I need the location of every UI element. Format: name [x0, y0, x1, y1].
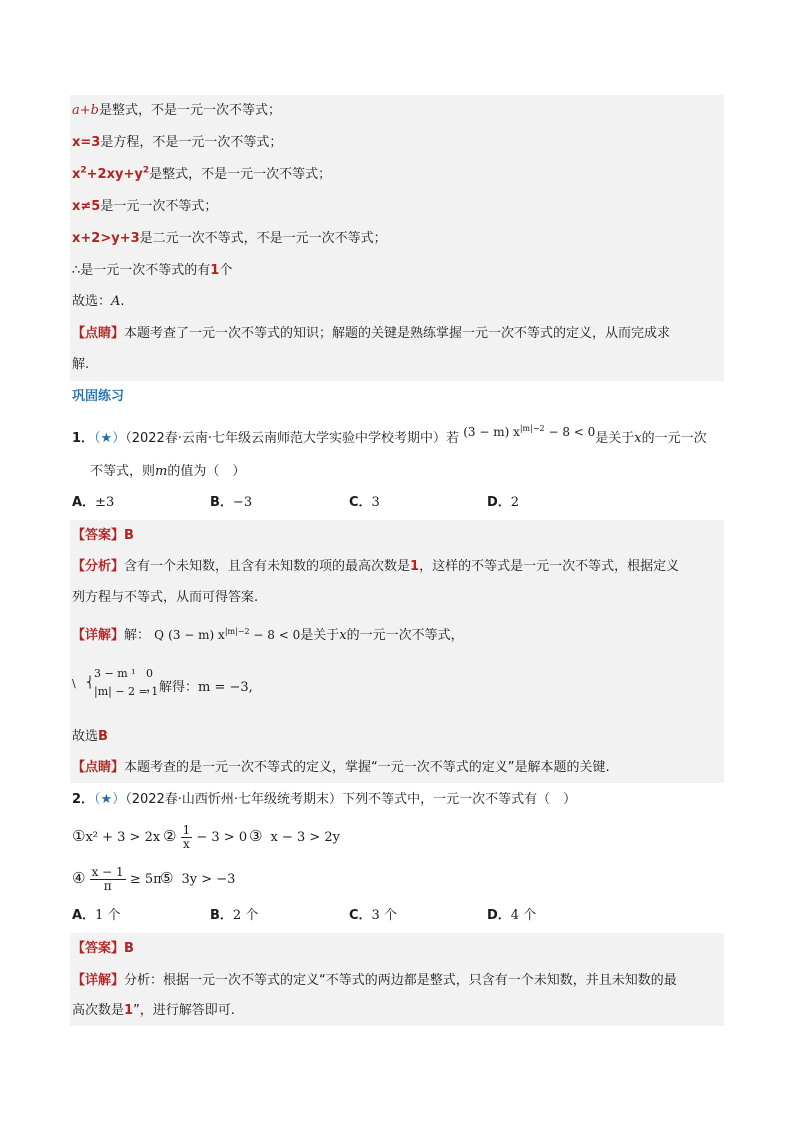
- question-text: 下列不等式中，一元一次不等式有（ ）: [342, 792, 577, 807]
- detail-text: 是关于: [300, 628, 340, 643]
- exponent: |m|−2: [519, 424, 545, 433]
- denominator: π: [103, 879, 112, 893]
- detail-text: 故选: [72, 729, 99, 744]
- option-label: D．: [487, 908, 511, 923]
- statement: 是一元一次不等式；: [100, 199, 218, 214]
- item-marker: ④: [72, 869, 86, 887]
- expression: x≠5: [72, 199, 101, 214]
- item-marker: ③: [249, 827, 263, 845]
- option-value: 4 个: [510, 908, 537, 923]
- question-2-line-1: [72, 789, 576, 811]
- question-1-line-2: [90, 461, 245, 483]
- fraction: [181, 824, 193, 851]
- item-marker: ①: [72, 827, 86, 845]
- option-value: 1 个: [95, 908, 121, 923]
- option-d[interactable]: [487, 905, 536, 927]
- choice: B: [98, 729, 108, 744]
- option-a[interactable]: [72, 492, 114, 514]
- q2-answer: [72, 938, 134, 960]
- q2-detail: [72, 970, 677, 992]
- solution-line-6: [72, 260, 232, 282]
- solution-line-1: [72, 100, 281, 122]
- detail-text: ，解得：: [146, 680, 199, 695]
- solution-line-5: [72, 228, 387, 250]
- q1-detail: [72, 624, 464, 646]
- answer-value: B: [124, 941, 134, 956]
- question-number: 2．: [72, 792, 95, 807]
- option-label: C．: [349, 495, 372, 510]
- remark-tag: 【点睛】: [72, 326, 125, 341]
- expression: − 8 < 0: [544, 425, 596, 439]
- option-b[interactable]: [210, 492, 252, 514]
- number: 1: [410, 559, 420, 574]
- inequality-5: [160, 867, 235, 889]
- solution-remark-cont: [72, 354, 89, 376]
- expression: x=3: [72, 135, 101, 150]
- count: 1: [210, 263, 220, 278]
- remark-text: 本题考查了一元一次不等式的知识；解题的关键是熟练掌握一元一次不等式的定义，从而完成求: [124, 326, 671, 341]
- therefore-symbol: \: [72, 677, 76, 690]
- q2-detail-cont: [72, 1000, 235, 1022]
- question-1-line-1: [72, 424, 707, 449]
- expression: 3y > −3: [181, 872, 236, 887]
- expression: +2xy+y: [86, 167, 143, 182]
- detail-tag: 【详解】: [72, 973, 125, 988]
- question-text: 不等式，则: [90, 464, 156, 479]
- expression: − 3 > 0: [192, 830, 248, 845]
- choice: A: [111, 294, 121, 309]
- variable: x: [634, 431, 642, 446]
- expression: x² + 3 > 2x: [85, 830, 161, 845]
- denominator: x: [183, 837, 190, 851]
- inequality-2: [163, 819, 247, 853]
- inequality-4: [72, 861, 162, 895]
- variable: x: [339, 628, 347, 643]
- statement: 是二元一次不等式，不是一元一次不等式；: [139, 231, 387, 246]
- exponent: 2: [142, 165, 150, 176]
- expression: ≥ 5π: [125, 872, 162, 887]
- option-value: 2 个: [232, 908, 259, 923]
- option-c[interactable]: [349, 492, 380, 514]
- numerator: x − 1: [91, 865, 124, 879]
- option-label: A．: [72, 495, 96, 510]
- option-a[interactable]: [72, 905, 120, 927]
- statement: .: [120, 294, 125, 309]
- question-text: 的一元一次: [641, 431, 707, 446]
- system-row: |m| − 2 = 1: [94, 685, 159, 698]
- remark-tag: 【点睛】: [72, 760, 125, 775]
- answer-tag: 【答案】: [72, 941, 125, 956]
- analysis-tag: 【分析】: [72, 559, 125, 574]
- expression: x: [72, 167, 81, 182]
- exponent: |m|−2: [224, 627, 250, 636]
- statement: 故选：: [72, 294, 112, 309]
- number: 1: [124, 1003, 134, 1018]
- inequality-3: [249, 825, 340, 847]
- option-label: B．: [210, 495, 233, 510]
- q1-analysis-cont: [72, 587, 258, 609]
- solution-line-2: [72, 132, 282, 154]
- analysis-text: 列方程与不等式，从而可得答案.: [72, 590, 259, 605]
- option-value: −3: [232, 495, 253, 510]
- question-text: 的值为（ ）: [167, 464, 246, 479]
- expression: (3 − m) x: [463, 425, 520, 439]
- solution-line-7: [72, 291, 125, 313]
- detail-text: 解：: [124, 628, 151, 643]
- difficulty-star-icon: （★）: [94, 792, 126, 807]
- option-label: A．: [72, 908, 96, 923]
- expression: − 8 < 0: [249, 628, 301, 642]
- expression: a+b: [72, 103, 99, 118]
- analysis-text: ，这样的不等式是一元一次不等式，根据定义: [419, 559, 680, 574]
- option-label: C．: [349, 908, 372, 923]
- detail-text: 分析：根据一元一次不等式的定义“不等式的两边都是整式，只含有一个未知数，并且未知数的最: [124, 973, 677, 988]
- statement: 是方程，不是一元一次不等式；: [100, 135, 283, 150]
- detail-text: 的一元一次不等式，: [346, 628, 464, 643]
- statement: 是整式，不是一元一次不等式；: [98, 103, 281, 118]
- option-value: 2: [510, 495, 520, 510]
- remark-text: 解.: [72, 357, 90, 372]
- remark-text: 本题考查的是一元一次不等式的定义，掌握“一元一次不等式的定义”是解本题的关键.: [124, 760, 610, 775]
- q1-remark: [72, 757, 610, 779]
- question-source: （2022春·山西忻州·七年级统考期末）: [125, 792, 343, 807]
- item-marker: ②: [163, 827, 177, 845]
- option-label: D．: [487, 495, 511, 510]
- variable: m: [155, 464, 168, 479]
- option-value: ±3: [95, 495, 115, 510]
- difficulty-star-icon: （★）: [94, 431, 126, 446]
- detail-text: 高次数是: [72, 1003, 125, 1018]
- option-value: 3 个: [371, 908, 397, 923]
- answer-value: B: [124, 528, 134, 543]
- option-label: B．: [210, 908, 233, 923]
- section-title: 巩固练习: [72, 389, 125, 404]
- statement: 是整式，不是一元一次不等式；: [149, 167, 332, 182]
- option-c[interactable]: [349, 905, 397, 927]
- brace-icon: ⎨: [86, 676, 95, 689]
- statement: ∴是一元一次不等式的有: [72, 263, 211, 278]
- option-value: 3: [371, 495, 380, 510]
- q1-choose: [72, 726, 108, 748]
- detail-tag: 【详解】: [72, 628, 125, 643]
- solution-remark: [72, 323, 670, 345]
- option-b[interactable]: [210, 905, 258, 927]
- result: m = −3,: [198, 680, 253, 695]
- question-number: 1．: [72, 431, 95, 446]
- question-text: 是关于: [595, 431, 635, 446]
- because-symbol: Q: [154, 628, 165, 642]
- solution-line-3: $x^2+2xy+y^2$是整式，不是一元一次不等式；: [72, 165, 332, 182]
- expression: x+2>y+3: [72, 231, 140, 246]
- expression: x − 3 > 2y: [270, 830, 340, 845]
- fraction: [90, 866, 126, 893]
- solution-line-4: [72, 196, 217, 218]
- answer-tag: 【答案】: [72, 528, 125, 543]
- numerator: 1: [182, 823, 191, 837]
- detail-text: ”，进行解答即可.: [133, 1003, 235, 1018]
- analysis-text: 含有一个未知数，且含有未知数的项的最高次数是: [124, 559, 411, 574]
- option-d[interactable]: [487, 492, 519, 514]
- inequality-1: [72, 825, 160, 847]
- system-row: 3 − m ¹ 0: [94, 667, 154, 680]
- q1-solve-result: [146, 677, 253, 699]
- expression: (3 − m) x: [168, 628, 225, 642]
- question-source: （2022春·云南·七年级云南师范大学实验中学校考期中）若: [125, 431, 460, 446]
- item-marker: ⑤: [160, 869, 174, 887]
- statement: 个: [219, 263, 233, 278]
- q1-analysis: [72, 556, 679, 578]
- q1-answer: [72, 525, 134, 547]
